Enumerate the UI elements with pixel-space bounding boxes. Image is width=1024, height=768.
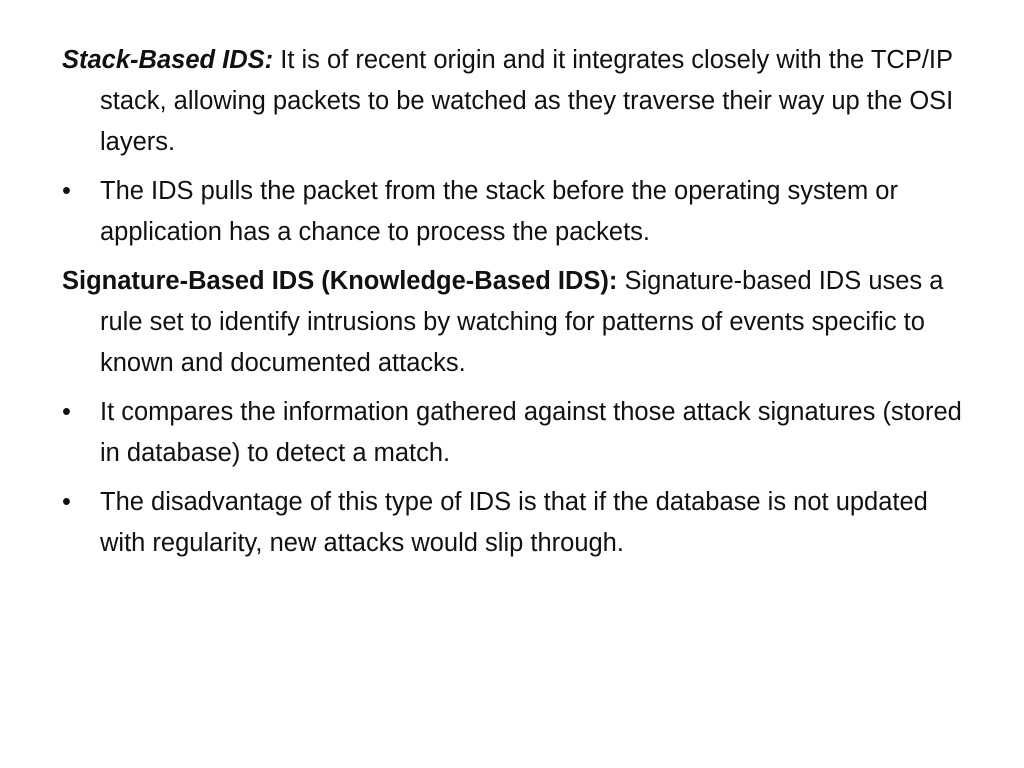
bullet-icon: • [62, 177, 71, 205]
bullet-text: It compares the information gathered against those attack signatures (stored in database) to detect a match. [100, 398, 962, 467]
signature-based-ids-paragraph [62, 261, 972, 384]
stack-based-ids-heading: Stack-Based IDS: [62, 46, 274, 74]
bullet-item-compare [62, 392, 972, 474]
stack-based-ids-paragraph [62, 40, 972, 163]
signature-based-ids-heading: Signature-Based IDS (Knowledge-Based IDS): [62, 267, 618, 295]
signature-based-ids-text: Signature-based IDS uses a rule set to identify intrusions by watching for patterns of events specific to known and documented attacks. [100, 267, 944, 377]
bullet-text: The disadvantage of this type of IDS is that if the database is not updated with regularity, new attacks would slip through. [100, 488, 928, 557]
stack-based-ids-text: It is of recent origin and it integrates closely with the TCP/IP stack, allowing packets to be watched as they traverse their way up the OSI layers. [100, 46, 954, 156]
bullet-item-disadvantage [62, 482, 972, 564]
bullet-icon: • [62, 488, 71, 516]
bullet-text: The IDS pulls the packet from the stack before the operating system or application has a chance to process the packets. [100, 177, 898, 246]
bullet-item-stack-pull [62, 171, 972, 253]
slide-body [62, 40, 972, 572]
bullet-icon: • [62, 398, 71, 426]
